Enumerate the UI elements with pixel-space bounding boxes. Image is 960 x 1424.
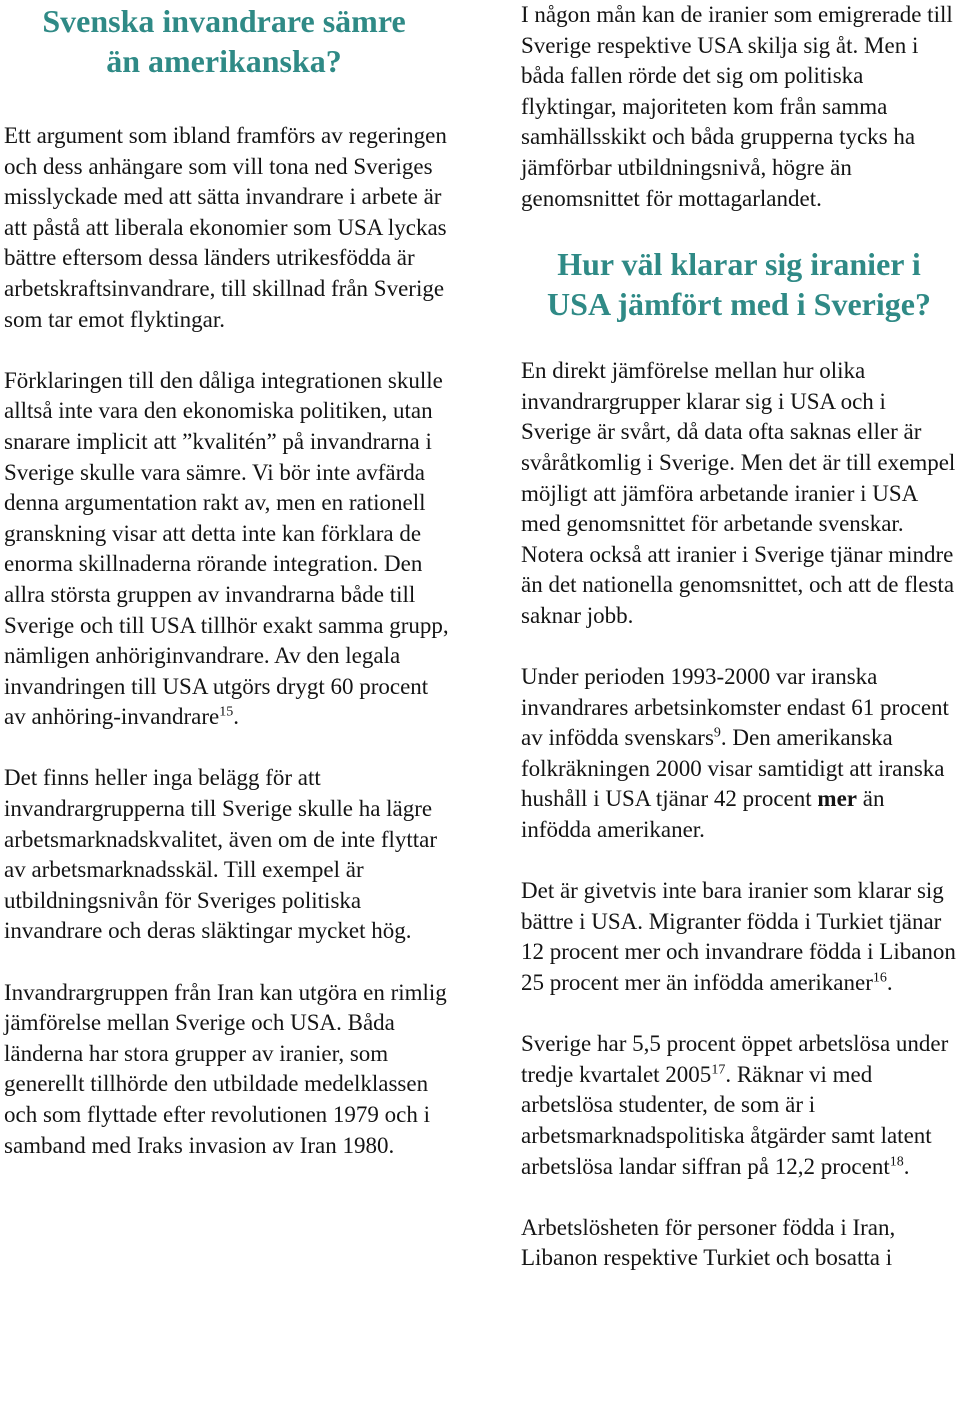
left-paragraph-2 (4, 366, 450, 733)
footnote-ref-16: 16 (872, 970, 887, 986)
footnote-ref-18: 18 (889, 1153, 904, 1169)
right-paragraph-5: Arbetslösheten för personer födda i Iran, Libanon respektive Turkiet och bosatta i (521, 1214, 896, 1271)
right-heading-line2: USA jämfört med i Sverige? (547, 286, 931, 323)
left-heading-line2: än amerikanska? (106, 43, 342, 79)
left-paragraph-4: Invandrargruppen från Iran kan utgöra en rimlig jämförelse mellan Sverige och USA. Båda länderna har stora grupper av iranier, som generellt tillhörde den utbildade medelklassen och som flyttade efter revolutionen 1979 och i samband med Iraks invasion av Iran 1980. (4, 979, 447, 1158)
right-paragraph-4-a: Sverige har 5,5 procent öppet arbetslösa under tredje kvartalet 2005 (521, 1031, 949, 1087)
left-column (4, 0, 450, 1161)
right-heading (521, 244, 957, 324)
right-paragraph-2-c: än infödda amerikaner. (521, 786, 885, 843)
left-paragraph-2-end: . (233, 704, 239, 730)
right-paragraph-4-c: . (903, 1153, 910, 1179)
right-paragraph-2 (521, 662, 957, 846)
right-paragraph-3-b: . (886, 970, 893, 996)
left-paragraph-1: Ett argument som ibland framförs av regeringen och dess anhängare som vill tona ned Sveriges misslyckade med att sätta invandrare i arbete är att påstå att liberala ekonomier som USA lyckas bättre eftersom dessa länders utrikesfödda är arbetskraftsinvandrare, till skillnad från Sverige som tar emot flyktingar. (4, 123, 447, 332)
right-paragraph-4 (521, 1029, 957, 1182)
right-paragraph-2-a: Under perioden 1993-2000 var iranska invandrares arbetsinkomster endast 61 procent av infödda svenskars (521, 664, 949, 751)
right-paragraph-2-bold: mer (817, 786, 857, 812)
right-paragraph-0: I någon mån kan de iranier som emigrerade till Sverige respektive USA skilja sig åt. Men i båda fallen rörde det sig om politiska flyktingar, majoriteten kom från samma samhällsskikt och båda grupperna tycks ha jämförbar utbildningsnivå, högre än genomsnittet för mottagarlandet. (521, 2, 953, 211)
footnote-ref-15: 15 (219, 704, 234, 720)
left-heading (4, 0, 444, 81)
left-paragraph-3: Det finns heller inga belägg för att invandrargrupperna till Sverige skulle ha lägre arbetsmarknadskvalitet, även om de inte flyttar av arbetsmarknadsskäl. Till exempel är utbildningsnivån för Sveriges politiska invandrare och deras släktingar mycket hög. (4, 765, 438, 944)
right-paragraph-3 (521, 876, 957, 998)
right-paragraph-4-b: . Räknar vi med arbetslösa studenter, de som är i arbetsmarknadspolitiska åtgärder samt latent arbetslösa landar siffran på 12,2 procent (521, 1061, 932, 1179)
right-paragraph-1: En direkt jämförelse mellan hur olika invandrargrupper klarar sig i USA och i Sverige är svårt, då data ofta saknas eller är svåråtkomlig i Sverige. Men det är till exempel möjligt att jämföra arbetande iranier i USA med genomsnittet för arbetande svenskar. Notera också att iranier i Sverige tjänar mindre än det nationella genomsnittet, och att de flesta saknar jobb. (521, 358, 956, 628)
right-paragraph-2-b: . Den amerikanska folkräkningen 2000 visar samtidigt att iranska hushåll i USA tjänar 42 procent (521, 725, 945, 812)
right-column (521, 0, 957, 1274)
right-paragraph-3-a: Det är givetvis inte bara iranier som klarar sig bättre i USA. Migranter födda i Turkiet tjänar 12 procent mer och invandrare födda i Libanon 25 procent mer än infödda amerikaner (521, 878, 956, 996)
footnote-ref-9: 9 (713, 725, 721, 741)
left-heading-line1: Svenska invandrare sämre (42, 3, 406, 39)
left-paragraph-2-text: Förklaringen till den dåliga integrationen skulle alltså inte vara den ekonomiska politiken, utan snarare implicit att ”kvalitén” på invandrarna i Sverige skulle vara sämre. Vi bör inte avfärda denna argumentation rakt av, men en rationell granskning visar att detta inte kan förklara de enorma skillnaderna rörande integration. Den allra största gruppen av invandrarna både till Sverige och till USA tillhör exakt samma grupp, nämligen anhöriginvandrare. Av den legala invandringen till USA utgörs drygt 60 procent av anhöring-invandrare (4, 367, 449, 730)
footnote-ref-17: 17 (711, 1062, 726, 1078)
right-heading-line1: Hur väl klarar sig iranier i (557, 246, 921, 283)
